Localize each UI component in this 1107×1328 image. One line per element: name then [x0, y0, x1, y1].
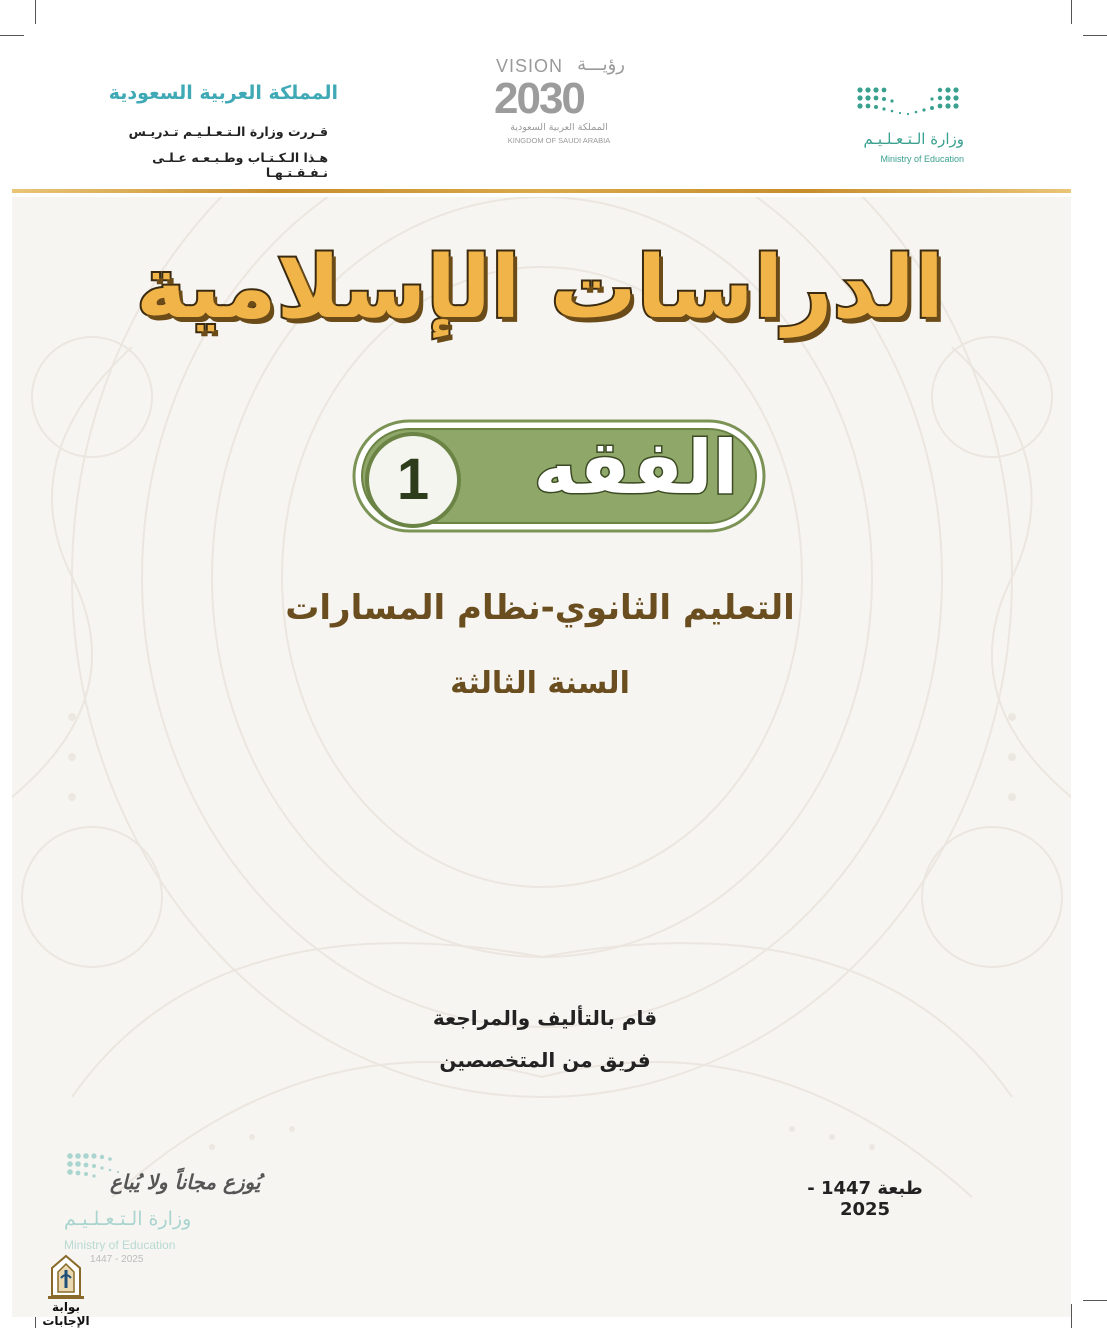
education-stage: التعليم الثانوي-نظام المسارات — [285, 588, 795, 628]
ministry-logo-bottom — [60, 1150, 270, 1270]
subject-badge — [352, 419, 766, 533]
kingdom-title: المملكة العربية السعودية — [108, 82, 338, 104]
crop-mark — [1083, 35, 1107, 36]
answers-portal-watermark — [28, 1254, 104, 1328]
ornament-pattern-icon — [12, 197, 1071, 1317]
year-level: السنة الثالثة — [450, 666, 630, 701]
ministry-name-ar: وزارة الـتـعـلـيـم — [863, 130, 964, 148]
crop-mark — [35, 0, 36, 24]
portal-label: بوابة الإجابات — [42, 1300, 90, 1328]
ministry-logo-top — [850, 84, 970, 166]
edition-info: طبعة 1447 - 2025 — [807, 1178, 923, 1220]
ministry-year: 1447 - 2025 — [90, 1254, 144, 1265]
approval-statement-line1: قـررت وزارة الـتـعـلـيـم تـدريـس — [128, 124, 328, 139]
vision-kingdom-en: KINGDOM OF SAUDI ARABIA — [507, 136, 611, 145]
free-distribution-note: يُوزع مجاناً ولا يُباع — [110, 1170, 261, 1194]
crop-mark — [1083, 1300, 1107, 1301]
vision-kingdom-ar: المملكة العربية السعودية — [510, 122, 608, 133]
ministry-dots-icon — [850, 84, 970, 128]
crop-mark — [1071, 0, 1072, 24]
authors-credit-line2: فريق من المتخصصين — [439, 1048, 651, 1072]
ministry-name-en: Ministry of Education — [64, 1238, 176, 1252]
approval-statement-line2: هـذا الـكـتـاب وطـبـعـه عـلـى نـفـقـتـهـا — [152, 150, 328, 180]
vision-arabic-label: رؤيـــة — [577, 54, 625, 75]
vision-year: 2030 — [494, 74, 584, 123]
authors-credit-line1: قام بالتأليف والمراجعة — [432, 1006, 658, 1030]
ministry-name-en: Ministry of Education — [880, 154, 964, 164]
book-main-title: الدراسات الإسلامية — [135, 238, 945, 338]
vision-2030-logo — [494, 56, 629, 148]
ministry-name-ar: وزارة الـتـعـلـيـم — [64, 1208, 192, 1230]
portal-logo-icon — [28, 1254, 104, 1300]
cover-background-pattern — [12, 197, 1071, 1317]
subject-name: الفقه — [533, 425, 738, 511]
vision-label: VISION — [496, 56, 564, 76]
crop-mark — [1071, 1304, 1072, 1328]
header-divider — [12, 189, 1071, 193]
subject-number: 1 — [396, 447, 430, 512]
crop-mark — [0, 35, 24, 36]
